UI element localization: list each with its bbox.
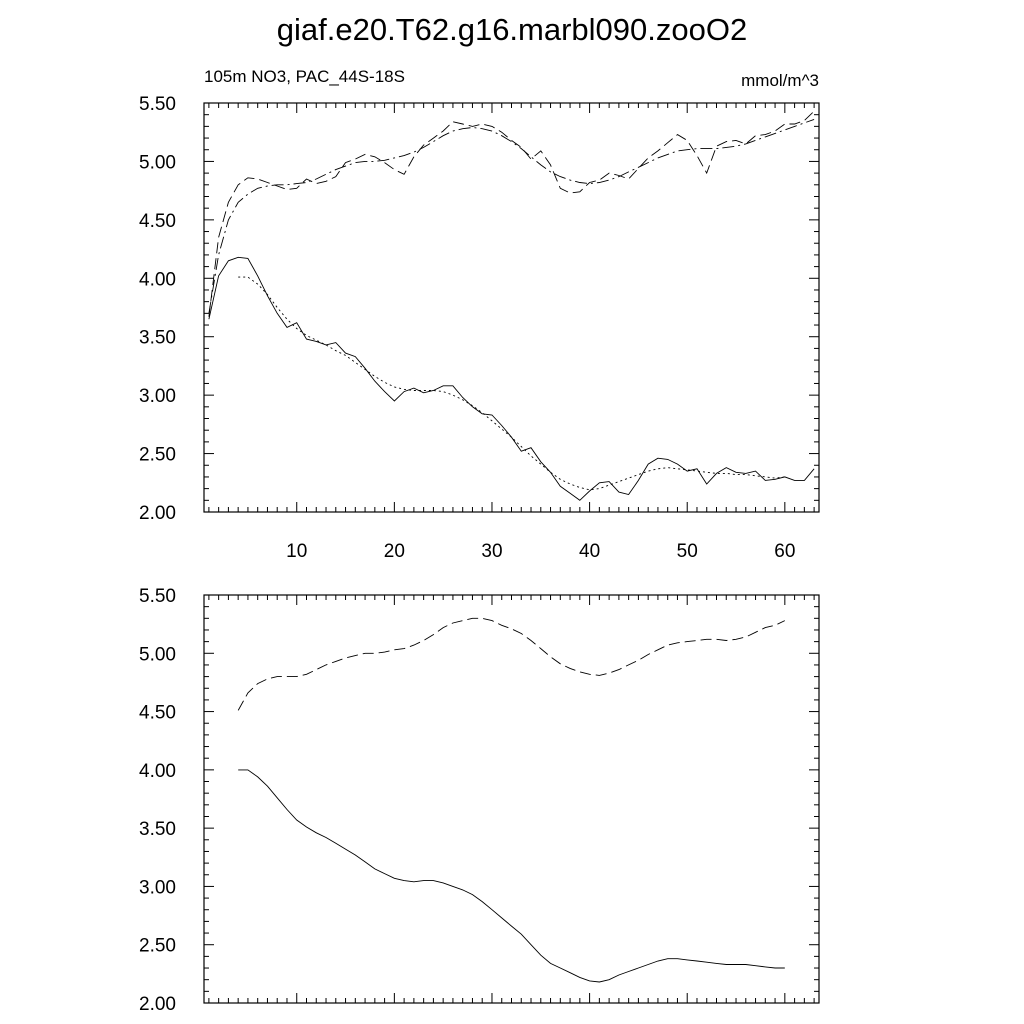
series-line-dash — [238, 618, 785, 710]
x-tick-label: 60 — [774, 541, 796, 562]
y-tick-label: 2.00 — [139, 994, 176, 1015]
y-tick-label: 4.00 — [139, 760, 176, 782]
series-line-dot — [238, 277, 785, 490]
y-tick-label: 3.50 — [139, 327, 176, 349]
x-tick-label: 10 — [286, 541, 308, 562]
y-tick-label: 5.50 — [139, 586, 176, 607]
x-tick-label: 50 — [676, 541, 698, 562]
series-line-solid — [209, 257, 814, 500]
y-tick-label: 4.00 — [139, 269, 176, 291]
y-tick-label: 2.50 — [139, 444, 176, 466]
panel-1-subtitle-left: 105m NO3, PAC_44S-18S — [204, 67, 405, 86]
y-tick-label: 4.50 — [139, 210, 176, 232]
y-tick-label: 5.00 — [139, 152, 176, 174]
chart-panel-2 — [139, 586, 819, 1015]
panel-1-units-label: mmol/m^3 — [741, 71, 819, 90]
y-tick-label: 2.00 — [139, 503, 176, 524]
y-tick-label: 5.50 — [139, 94, 176, 115]
plot-frame — [204, 595, 819, 1003]
series-line-dash — [209, 111, 814, 317]
chart-panels — [139, 94, 819, 1015]
y-tick-label: 3.00 — [139, 386, 176, 408]
plot-frame — [204, 103, 819, 512]
chart-title: giaf.e20.T62.g16.marbl090.zooO2 — [276, 12, 748, 47]
chart-panel-1 — [139, 94, 819, 562]
y-tick-label: 4.50 — [139, 702, 176, 724]
y-tick-label: 3.00 — [139, 877, 176, 899]
y-tick-label: 3.50 — [139, 819, 176, 841]
y-tick-label: 2.50 — [139, 935, 176, 957]
series-line-dashdot — [209, 119, 814, 313]
x-tick-label: 40 — [579, 541, 601, 562]
x-tick-label: 30 — [481, 541, 503, 562]
x-tick-label: 20 — [383, 541, 405, 562]
series-line-solid — [238, 770, 785, 982]
y-tick-label: 5.00 — [139, 644, 176, 666]
